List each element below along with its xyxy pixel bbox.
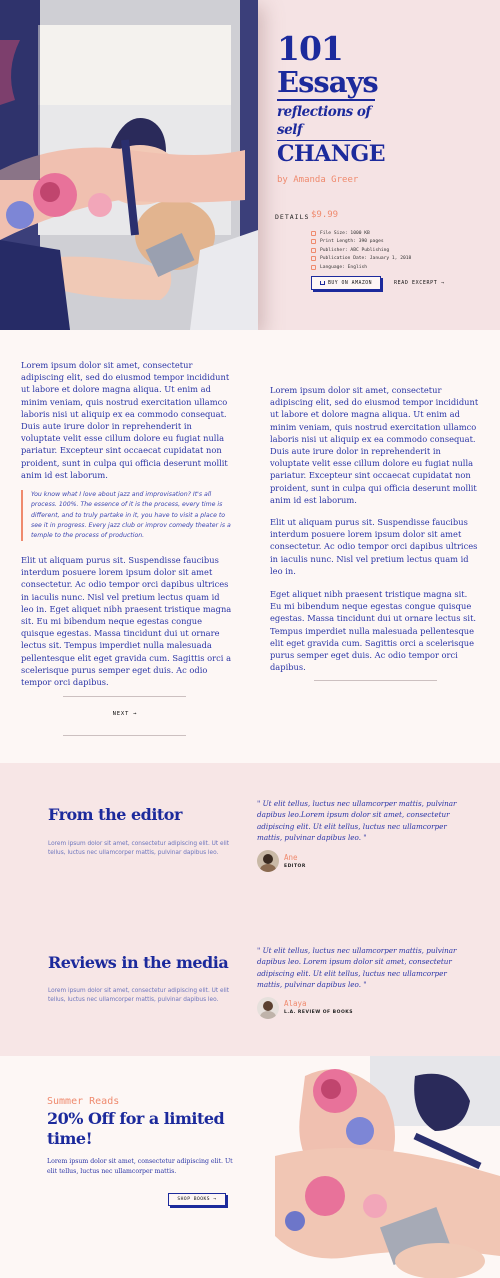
promo-text: Lorem ipsum dolor sit amet, consectetur adipiscing elit. Ut elit tellus, luctus nec ullamcorper mattis. <box>47 1158 233 1175</box>
divider <box>63 735 186 736</box>
person-icon <box>311 248 316 253</box>
hero-section <box>0 0 500 330</box>
buy-on-amazon-button[interactable]: BUY ON AMAZON <box>311 276 381 290</box>
cart-icon <box>320 281 325 285</box>
next-page-link[interactable]: NEXT → <box>112 711 138 717</box>
editor-quote: " Ut elit tellus, luctus nec ullamcorper mattis, pulvinar dapibus leo.Lorem ipsum dolor sit amet, consectetur adipiscing elit. Ut elit tellus, luctus nec ullamcorper mattis, pulvinar dapibus leo. " <box>257 799 457 842</box>
media-reviewer-name: Alaya <box>284 999 307 1008</box>
file-icon <box>311 231 316 236</box>
promo-title: 20% Off for a limited time! <box>47 1109 225 1148</box>
divider <box>63 696 186 697</box>
article-paragraph: Eget aliquet nibh praesent tristique magna sit. Eu mi bibendum neque egestas congue quisque egestas. Massa tincidunt dui ut ornare lectus sit. Tempus imperdiet nulla malesuada pellentesque elit eget gravida cum. Sagittis orci a scelerisque purus semper eget duis. Ac odio tempor orci dapibus. <box>270 589 477 673</box>
article-paragraph: Elit ut aliquam purus sit. Suspendisse faucibus interdum posuere lorem ipsum dolor sit amet consectetur. Ac odio tempor orci dapibus ultrices in iaculis nunc. Nisl vel pretium lectus quam id leo in. <box>270 517 478 576</box>
globe-icon <box>311 265 316 270</box>
promo-section <box>0 1056 500 1278</box>
detail-language: Language: English <box>311 263 411 272</box>
divider <box>314 680 437 681</box>
editor-avatar <box>257 850 279 872</box>
article-paragraph: Lorem ipsum dolor sit amet, consectetur adipiscing elit, sed do eiusmod tempor incididunt ut labore et dolore magna aliqua. Ut enim ad minim veniam, quis nostrud exercitation ullamco laboris nisi ut aliquip ex ea commodo consequat. Duis aute irure dolor in reprehenderit in voluptate velit esse cillum dolore eu fugiat nulla pariatur. Excepteur sint occaecat cupidatat non proident, sunt in culpa qui officia deserunt mollit anim id est laborum. <box>270 385 479 505</box>
promo-kicker: Summer Reads <box>47 1096 120 1107</box>
detail-file-size: File Size: 1000 KB <box>311 229 411 238</box>
promo-illustration <box>265 1056 500 1278</box>
article-section <box>0 330 500 763</box>
media-heading: Reviews in the media <box>48 953 229 972</box>
pull-quote <box>21 490 233 541</box>
article-paragraph: Elit ut aliquam purus sit. Suspendisse faucibus interdum posuere lorem ipsum dolor sit amet consectetur. Ac odio tempor orci dapibus ultrices in iaculis nunc. Nisl vel pretium lectus quam id leo in. Eget aliquet nibh praesent tristique magna sit. Eu mi bibendum neque egestas congue quisque egestas. Massa tincidunt dui ut ornare lectus sit. Tempus imperdiet nulla malesuada pellentesque elit eget gravida cum. Sagittis orci a scelerisque purus semper eget duis. Ac odio tempor orci dapibus. <box>21 555 232 688</box>
book-cover-illustration <box>0 0 258 330</box>
price: $9.99 <box>311 210 339 220</box>
calendar-icon <box>311 256 316 261</box>
detail-publication-date: Publication Date: January 1, 2018 <box>311 255 411 264</box>
title-line-change: CHANGE <box>277 141 386 167</box>
book-details-list <box>311 229 411 272</box>
title-line-101: 101 <box>277 29 343 68</box>
book-icon <box>311 239 316 244</box>
media-quote: " Ut elit tellus, luctus nec ullamcorper mattis, pulvinar dapibus leo. Lorem ipsum dolor sit amet, consectetur adipiscing elit. Ut elit tellus, luctus nec ullamcorper mattis, pulvinar dapibus leo. " <box>257 946 457 989</box>
reviews-section <box>0 763 500 1056</box>
author-name: by Amanda Greer <box>277 175 359 185</box>
pull-quote-text: You know what I love about jazz and improvisation? It's all process. 100%. The essence of it is the process, every time is different, and to truly partake in it, you have to visit a place to see it in progress. Every jazz club or improv comedy theater is a temple to the process of production. <box>31 491 231 540</box>
editor-role: EDITOR <box>284 864 306 869</box>
media-reviewer-role: L.A. REVIEW OF BOOKS <box>284 1010 353 1015</box>
editor-description: Lorem ipsum dolor sit amet, consectetur adipiscing elit. Ut elit tellus, luctus nec ullamcorper mattis, pulvinar dapibus leo. <box>48 841 230 856</box>
media-avatar <box>257 997 279 1019</box>
title-line-essays: Essays <box>277 65 378 99</box>
editor-heading: From the editor <box>48 805 182 824</box>
editor-name: Ane <box>284 853 298 862</box>
media-description: Lorem ipsum dolor sit amet, consectetur adipiscing elit. Ut elit tellus, luctus nec ullamcorper mattis, pulvinar dapibus leo. <box>48 988 230 1003</box>
title-subtitle: reflections of self <box>277 103 371 141</box>
article-paragraph: Lorem ipsum dolor sit amet, consectetur adipiscing elit, sed do eiusmod tempor incididunt ut labore et dolore magna aliqua. Ut enim ad minim veniam, quis nostrud exercitation ullamco laboris nisi ut aliquip ex ea commodo consequat. Duis aute irure dolor in reprehenderit in voluptate velit esse cillum dolore eu fugiat nulla pariatur. Excepteur sint occaecat cupidatat non proident, sunt in culpa qui officia deserunt mollit anim id est laborum. <box>21 360 230 480</box>
book-title-block <box>277 29 487 185</box>
detail-publisher: Publisher: ABC Publishing <box>311 246 411 255</box>
details-label: DETAILS <box>275 213 310 221</box>
shop-books-button[interactable]: SHOP BOOKS → <box>168 1193 226 1206</box>
read-excerpt-link[interactable]: READ EXCERPT → <box>394 280 445 286</box>
detail-print-length: Print Length: 390 pages <box>311 238 411 247</box>
